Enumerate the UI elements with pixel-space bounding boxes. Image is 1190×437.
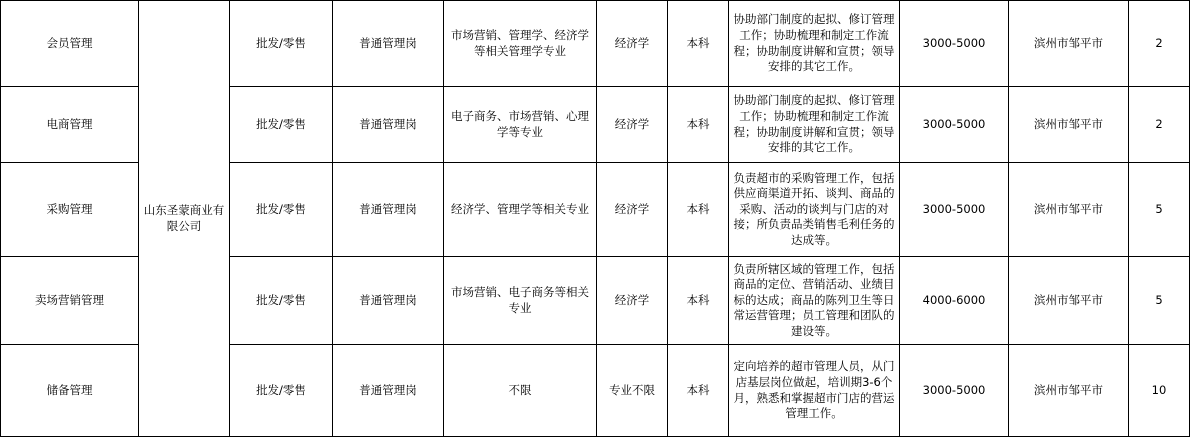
cell-major: 经济学、管理学等相关专业 — [444, 163, 597, 257]
cell-post-type: 普通管理岗 — [333, 87, 444, 163]
cell-location: 滨州市邹平市 — [1009, 1, 1129, 87]
cell-subject: 经济学 — [597, 87, 668, 163]
cell-degree: 本科 — [668, 87, 729, 163]
cell-count: 5 — [1129, 163, 1190, 257]
cell-count: 5 — [1129, 257, 1190, 345]
cell-major: 不限 — [444, 345, 597, 437]
cell-location: 滨州市邹平市 — [1009, 257, 1129, 345]
cell-degree: 本科 — [668, 345, 729, 437]
cell-degree: 本科 — [668, 1, 729, 87]
cell-duty: 负责超市的采购管理工作，包括供应商渠道开拓、谈判、商品的采购、活动的谈判与门店的对接；所负责品类销售毛利任务的达成等。 — [729, 163, 900, 257]
cell-salary: 4000-6000 — [900, 257, 1009, 345]
cell-duty: 协助部门制度的起拟、修订管理工作；协助梳理和制定工作流程；协助制度讲解和宣贯；领导安排的其它工作。 — [729, 1, 900, 87]
cell-industry: 批发/零售 — [230, 163, 333, 257]
cell-industry: 批发/零售 — [230, 1, 333, 87]
cell-post-type: 普通管理岗 — [333, 163, 444, 257]
cell-count: 2 — [1129, 1, 1190, 87]
cell-industry: 批发/零售 — [230, 87, 333, 163]
cell-post: 电商管理 — [1, 87, 139, 163]
cell-post-type: 普通管理岗 — [333, 1, 444, 87]
cell-subject: 经济学 — [597, 257, 668, 345]
cell-degree: 本科 — [668, 163, 729, 257]
cell-salary: 3000-5000 — [900, 1, 1009, 87]
cell-post: 储备管理 — [1, 345, 139, 437]
cell-location: 滨州市邹平市 — [1009, 163, 1129, 257]
cell-duty: 负责所辖区域的管理工作，包括商品的定位、营销活动、业绩目标的达成；商品的陈列卫生等日常运营管理；员工管理和团队的建设等。 — [729, 257, 900, 345]
cell-subject: 经济学 — [597, 1, 668, 87]
cell-degree: 本科 — [668, 257, 729, 345]
cell-subject: 专业不限 — [597, 345, 668, 437]
cell-subject: 经济学 — [597, 163, 668, 257]
cell-duty: 定向培养的超市管理人员，从门店基层岗位做起，培训期3-6个月，熟悉和掌握超市门店的营运管理工作。 — [729, 345, 900, 437]
cell-count: 2 — [1129, 87, 1190, 163]
cell-location: 滨州市邹平市 — [1009, 345, 1129, 437]
cell-industry: 批发/零售 — [230, 345, 333, 437]
cell-major: 市场营销、电子商务等相关专业 — [444, 257, 597, 345]
cell-salary: 3000-5000 — [900, 345, 1009, 437]
cell-major: 市场营销、管理学、经济学等相关管理学专业 — [444, 1, 597, 87]
cell-salary: 3000-5000 — [900, 87, 1009, 163]
cell-post-type: 普通管理岗 — [333, 257, 444, 345]
cell-count: 10 — [1129, 345, 1190, 437]
cell-salary: 3000-5000 — [900, 163, 1009, 257]
cell-post: 卖场营销管理 — [1, 257, 139, 345]
cell-duty: 协助部门制度的起拟、修订管理工作；协助梳理和制定工作流程；协助制度讲解和宣贯；领导安排的其它工作。 — [729, 87, 900, 163]
cell-company: 山东圣蒙商业有限公司 — [139, 1, 230, 437]
cell-location: 滨州市邹平市 — [1009, 87, 1129, 163]
cell-post: 会员管理 — [1, 1, 139, 87]
table-row — [1, 1, 1190, 87]
cell-post: 采购管理 — [1, 163, 139, 257]
cell-major: 电子商务、市场营销、心理学等专业 — [444, 87, 597, 163]
cell-post-type: 普通管理岗 — [333, 345, 444, 437]
cell-industry: 批发/零售 — [230, 257, 333, 345]
